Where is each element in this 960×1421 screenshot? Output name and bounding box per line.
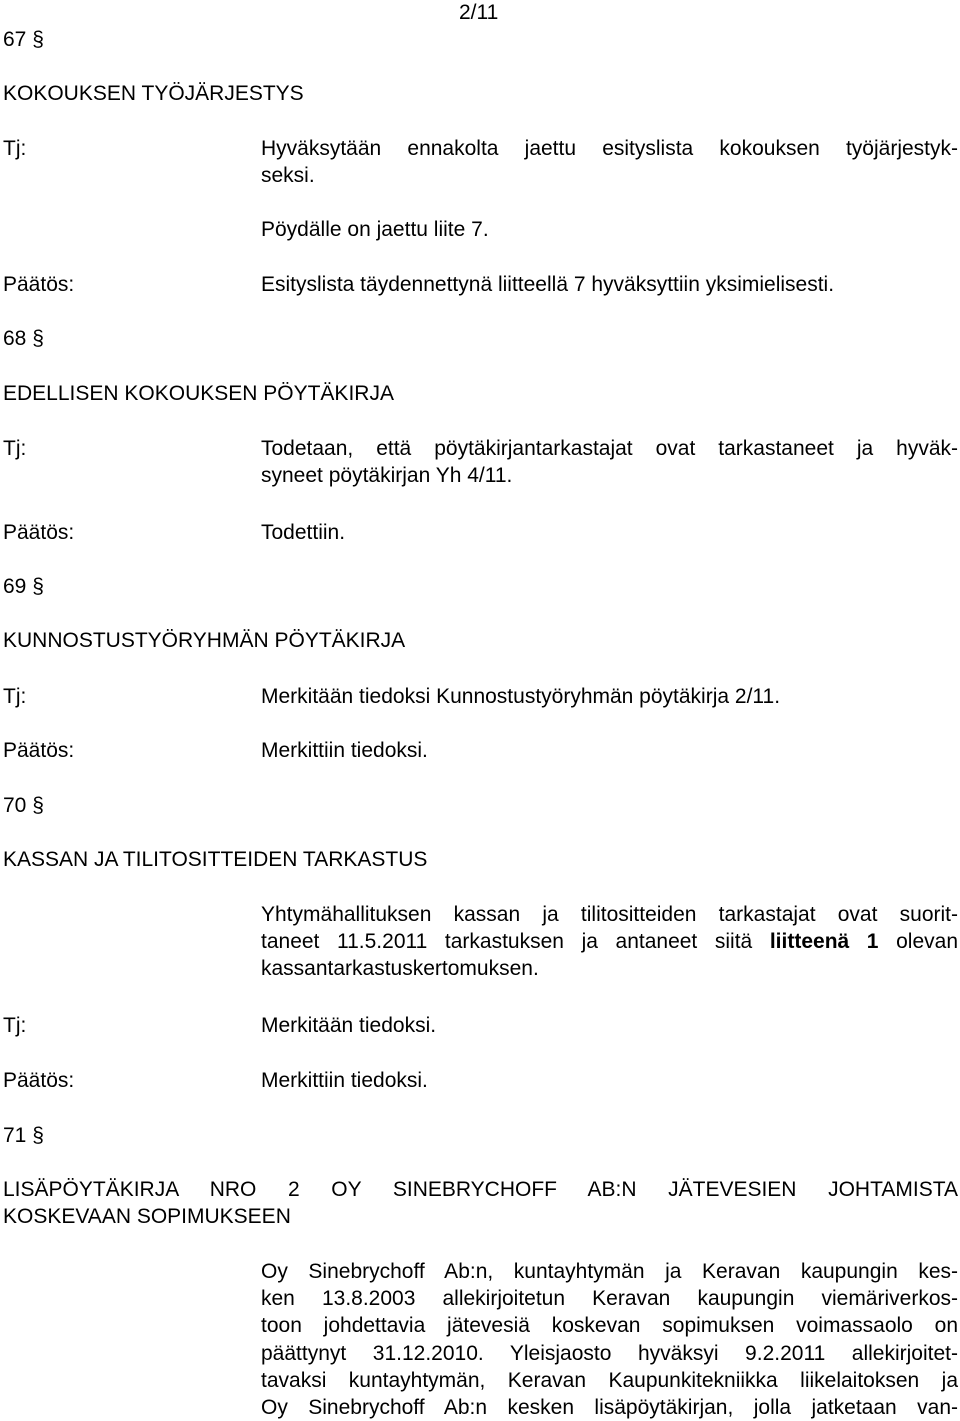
section-heading: KASSAN JA TILITOSITTEIDEN TARKASTUS (3, 848, 428, 871)
text-line: Oy Sinebrychoff Ab:n kesken lisäpöytäkirjan, jolla jatketaan van- (261, 1396, 958, 1420)
text-line: päättynyt 31.12.2010. Yleisjaosto hyväksyi 9.2.2011 allekirjoitet- (261, 1341, 958, 1365)
text-run: taneet 11.5.2011 tarkastuksen ja antaneet siitä (261, 930, 753, 954)
section-heading: EDELLISEN KOKOUKSEN PÖYTÄKIRJA (3, 382, 394, 405)
section-heading (3, 1176, 958, 1230)
section-number: 69 § (3, 575, 44, 598)
text-line: Yhtymähallituksen kassan ja tilitositteiden tarkastajat ovat suorit- (261, 903, 958, 926)
section-number: 68 § (3, 327, 44, 350)
text-line: Todetaan, että pöytäkirjantarkastajat ovat tarkastaneet ja hyväk- (261, 437, 958, 460)
section-heading: KOKOUKSEN TYÖJÄRJESTYS (3, 82, 304, 105)
text-line: toon johdettavia jätevesiä koskevan sopimuksen voimassaolo on (261, 1314, 958, 1338)
body-text (261, 1258, 958, 1421)
text-line: seksi. (261, 164, 315, 188)
paatos-label: Päätös: (3, 273, 75, 296)
section-heading: KUNNOSTUSTYÖRYHMÄN PÖYTÄKIRJA (3, 629, 406, 652)
text-line: ken 13.8.2003 allekirjoitetun Keravan kaupungin viemäriverkos- (261, 1287, 958, 1311)
paatos-text: Merkittiin tiedoksi. (261, 739, 428, 762)
paatos-label: Päätös: (3, 1069, 75, 1092)
paatos-label: Päätös: (3, 739, 75, 762)
text-line: tavaksi kuntayhtymän, Keravan Kaupunkitekniikka liikelaitoksen ja (261, 1368, 958, 1392)
paatos-text: Merkittiin tiedoksi. (261, 1069, 428, 1092)
tj-text: Merkitään tiedoksi. (261, 1014, 437, 1037)
tj-label: Tj: (3, 1014, 27, 1037)
heading-line: LISÄPÖYTÄKIRJA NRO 2 OY SINEBRYCHOFF AB:N JÄTEVESIEN JOHTAMISTA (3, 1178, 958, 1201)
text-line: kassantarkastuskertomuksen. (261, 957, 539, 981)
tj-text (261, 135, 958, 189)
page-number: 2/11 (459, 1, 499, 24)
text-line: Hyväksytään ennakolta jaettu esityslista kokouksen työjärjestyk- (261, 137, 958, 160)
text-line: syneet pöytäkirjan Yh 4/11. (261, 464, 513, 488)
text-run: olevan (896, 930, 958, 954)
attachment-reference: liitteenä 1 (769, 930, 879, 954)
text-line: Oy Sinebrychoff Ab:n, kuntayhtymän ja Keravan kaupungin kes- (261, 1260, 958, 1283)
note-text: Pöydälle on jaettu liite 7. (261, 218, 489, 241)
section-number: 71 § (3, 1124, 44, 1147)
intro-text (261, 901, 958, 983)
paatos-label: Päätös: (3, 521, 75, 544)
text-line (261, 928, 958, 955)
paatos-text: Todettiin. (261, 521, 346, 544)
tj-label: Tj: (3, 437, 27, 460)
section-number: 67 § (3, 28, 44, 51)
paatos-text: Esityslista täydennettynä liitteellä 7 hyväksyttiin yksimielisesti. (261, 273, 835, 296)
tj-label: Tj: (3, 685, 27, 708)
section-number: 70 § (3, 794, 44, 817)
tj-text: Merkitään tiedoksi Kunnostustyöryhmän pöytäkirja 2/11. (261, 685, 781, 708)
tj-label: Tj: (3, 137, 27, 160)
tj-text (261, 435, 958, 489)
heading-line: KOSKEVAAN SOPIMUKSEEN (3, 1205, 291, 1228)
